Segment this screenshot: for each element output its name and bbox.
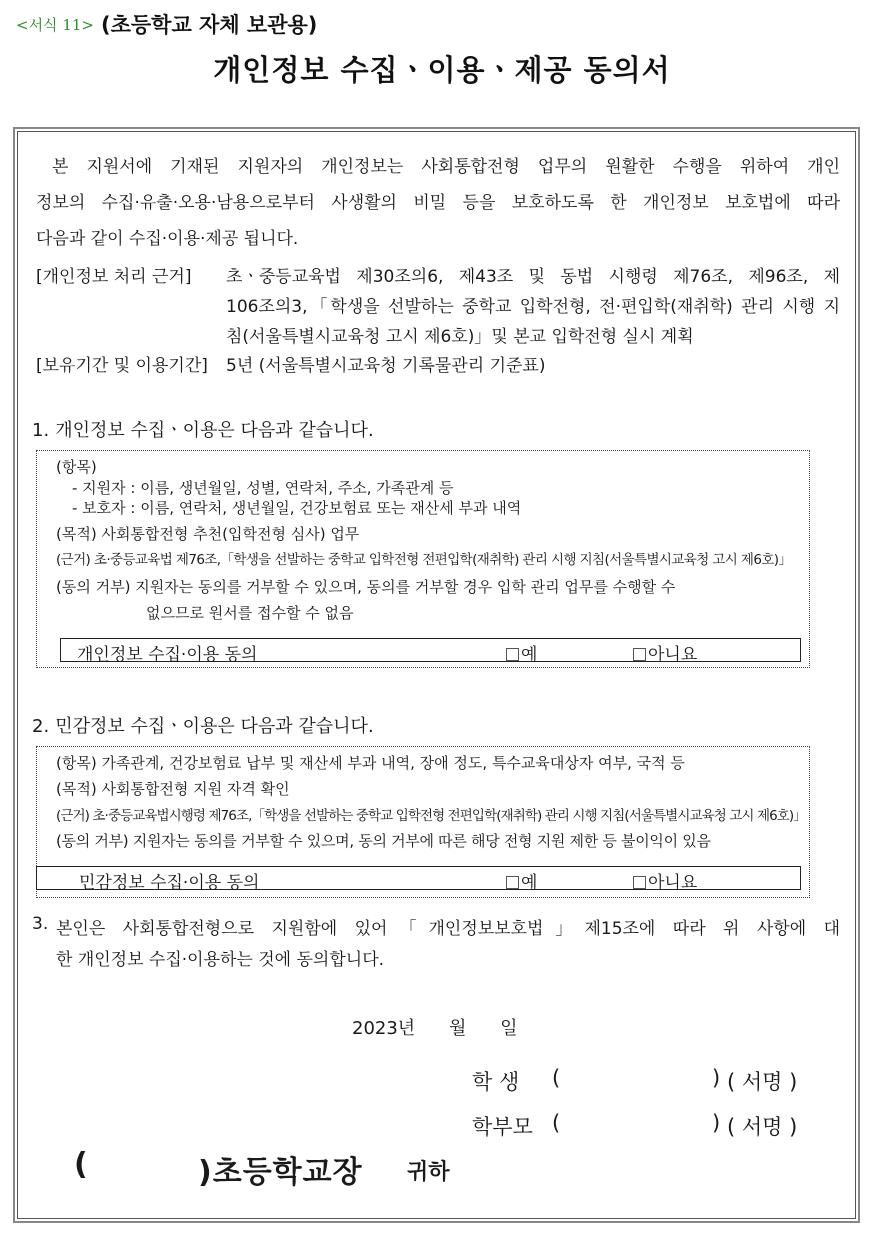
section1-basis: (근거) 초·중등교육법 제76조,「학생을 선발하는 중학교 입학전형 전편입학(재취학) 관리 시행 지침(서울특별시교육청 고시 제6호)」 [56, 552, 792, 568]
basis-line-1: 초ㆍ중등교육법 제30조의6, 제43조 및 동법 시행령 제76조, 제96조, 제 [226, 267, 840, 287]
parent-sign-mark[interactable]: ( 서명 ) [727, 1115, 798, 1139]
student-open-paren: ( [552, 1066, 561, 1090]
section1-number: 1. [32, 420, 50, 441]
intro-line-2: 정보의 수집·유출·오용·남용으로부터 사생활의 비밀 등을 보호하도록 한 개인정보 보호법에 따라 [36, 193, 840, 213]
date-day: 일 [500, 1018, 518, 1039]
section2-purpose: (목적) 사회통합전형 지원 자격 확인 [56, 780, 290, 798]
parent-label: 학부모 [472, 1115, 533, 1139]
section2-yes-option[interactable] [506, 868, 537, 893]
section1-no-checkbox[interactable] [633, 648, 646, 661]
section1-item-guardian: - 보호자 : 이름, 연락처, 생년월일, 건강보험료 또는 재산세 부과 내역 [72, 499, 522, 517]
date-month-field[interactable] [449, 1014, 466, 1040]
section1-consent-label: 개인정보 수집·이용 동의 [77, 645, 258, 665]
section2-no-option[interactable] [633, 868, 697, 893]
section2-no-label: 아니요 [648, 873, 698, 893]
section3-line-2: 한 개인정보 수집·이용하는 것에 동의합니다. [56, 950, 385, 970]
retention-value: 5년 (서울특별시교육청 기록물관리 기준표) [226, 356, 546, 376]
addressee-honorific: 귀하 [407, 1160, 450, 1185]
student-close-paren: ) [712, 1066, 721, 1090]
section1-yes-label: 예 [521, 645, 538, 665]
student-label: 학 생 [472, 1070, 520, 1094]
basis-label: [개인정보 처리 근거] [36, 267, 192, 287]
section1-items-label: (항목) [56, 458, 97, 476]
section1-refusal-1: (동의 거부) 지원자는 동의를 거부할 수 있으며, 동의를 거부할 경우 입학 관리 업무를 수행할 수 [56, 578, 676, 596]
section2-heading [32, 712, 374, 738]
basis-line-3: 침(서울특별시교육청 고시 제6호)」및 본교 입학전형 실시 계획 [226, 327, 694, 347]
date-day-field[interactable] [500, 1014, 517, 1040]
retention-label: [보유기간 및 이용기간] [36, 356, 208, 376]
date-line [352, 1014, 517, 1040]
section2-consent-label: 민감정보 수집·이용 동의 [79, 873, 260, 893]
intro-line-3: 다음과 같이 수집·이용·제공 됩니다. [36, 229, 299, 249]
section2-no-checkbox[interactable] [633, 876, 646, 889]
section2-refusal: (동의 거부) 지원자는 동의를 거부할 수 있으며, 동의 거부에 따른 해당 전형 지원 제한 등 불이익이 있음 [56, 832, 711, 850]
section1-no-option[interactable] [633, 640, 697, 665]
section1-no-label: 아니요 [648, 645, 698, 665]
section2-items: (항목) 가족관계, 건강보험료 납부 및 재산세 부과 내역, 장애 정도, 특수교육대상자 여부, 국적 등 [56, 754, 685, 772]
section2-basis: (근거) 초·중등교육법시행령 제76조,「학생을 선발하는 중학교 입학전형 전편입학(재취학) 관리 시행 지침(서울특별시교육청 고시 제6호)」 [56, 808, 806, 824]
date-month: 월 [448, 1018, 467, 1039]
section1-consent-row [60, 638, 801, 665]
student-sign-mark[interactable]: ( 서명 ) [727, 1070, 798, 1094]
section1-heading-text: 개인정보 수집ㆍ이용은 다음과 같습니다. [55, 420, 374, 441]
section1-yes-option[interactable] [506, 640, 537, 665]
keep-note: (초등학교 자체 보관용) [101, 13, 318, 37]
section2-yes-label: 예 [521, 873, 538, 893]
intro-line-1: 본 지원서에 기재된 지원자의 개인정보는 사회통합전형 업무의 원활한 수행을 위하여 개인 [52, 157, 840, 177]
section3-number: 3. [32, 914, 49, 934]
section1-refusal-2: 없으므로 원서를 접수할 수 없음 [146, 604, 354, 622]
section1-purpose: (목적) 사회통합전형 추천(입학전형 심사) 업무 [56, 525, 360, 543]
parent-signature-row [472, 1111, 832, 1139]
date-year: 2023년 [352, 1018, 416, 1039]
parent-close-paren: ) [712, 1111, 721, 1135]
section2-heading-text: 민감정보 수집ㆍ이용은 다음과 같습니다. [55, 716, 374, 737]
parent-open-paren: ( [552, 1111, 561, 1135]
addressee-open-paren: ( [74, 1147, 88, 1182]
section1-heading [32, 416, 374, 442]
section2-yes-checkbox[interactable] [506, 876, 519, 889]
document-title: 개인정보 수집ㆍ이용ㆍ제공 동의서 [213, 53, 671, 87]
section2-consent-row [36, 866, 801, 893]
section2-number: 2. [32, 716, 50, 737]
basis-line-2: 106조의3,「학생을 선발하는 중학교 입학전형, 전·편입학(재취학) 관리 시행 지 [226, 297, 840, 317]
student-signature-row [472, 1066, 832, 1094]
addressee-school: )초등학교장 [198, 1155, 363, 1190]
section1-yes-checkbox[interactable] [506, 648, 519, 661]
inner-frame [17, 131, 856, 1219]
section3-line-1: 본인은 사회통합전형으로 지원함에 있어「개인정보보호법」제15조에 따라 위 사항에 대 [56, 919, 840, 939]
section1-item-applicant: - 지원자 : 이름, 생년월일, 성별, 연락처, 주소, 가족관계 등 [72, 479, 454, 497]
form-number: <서식 11> [16, 16, 94, 34]
